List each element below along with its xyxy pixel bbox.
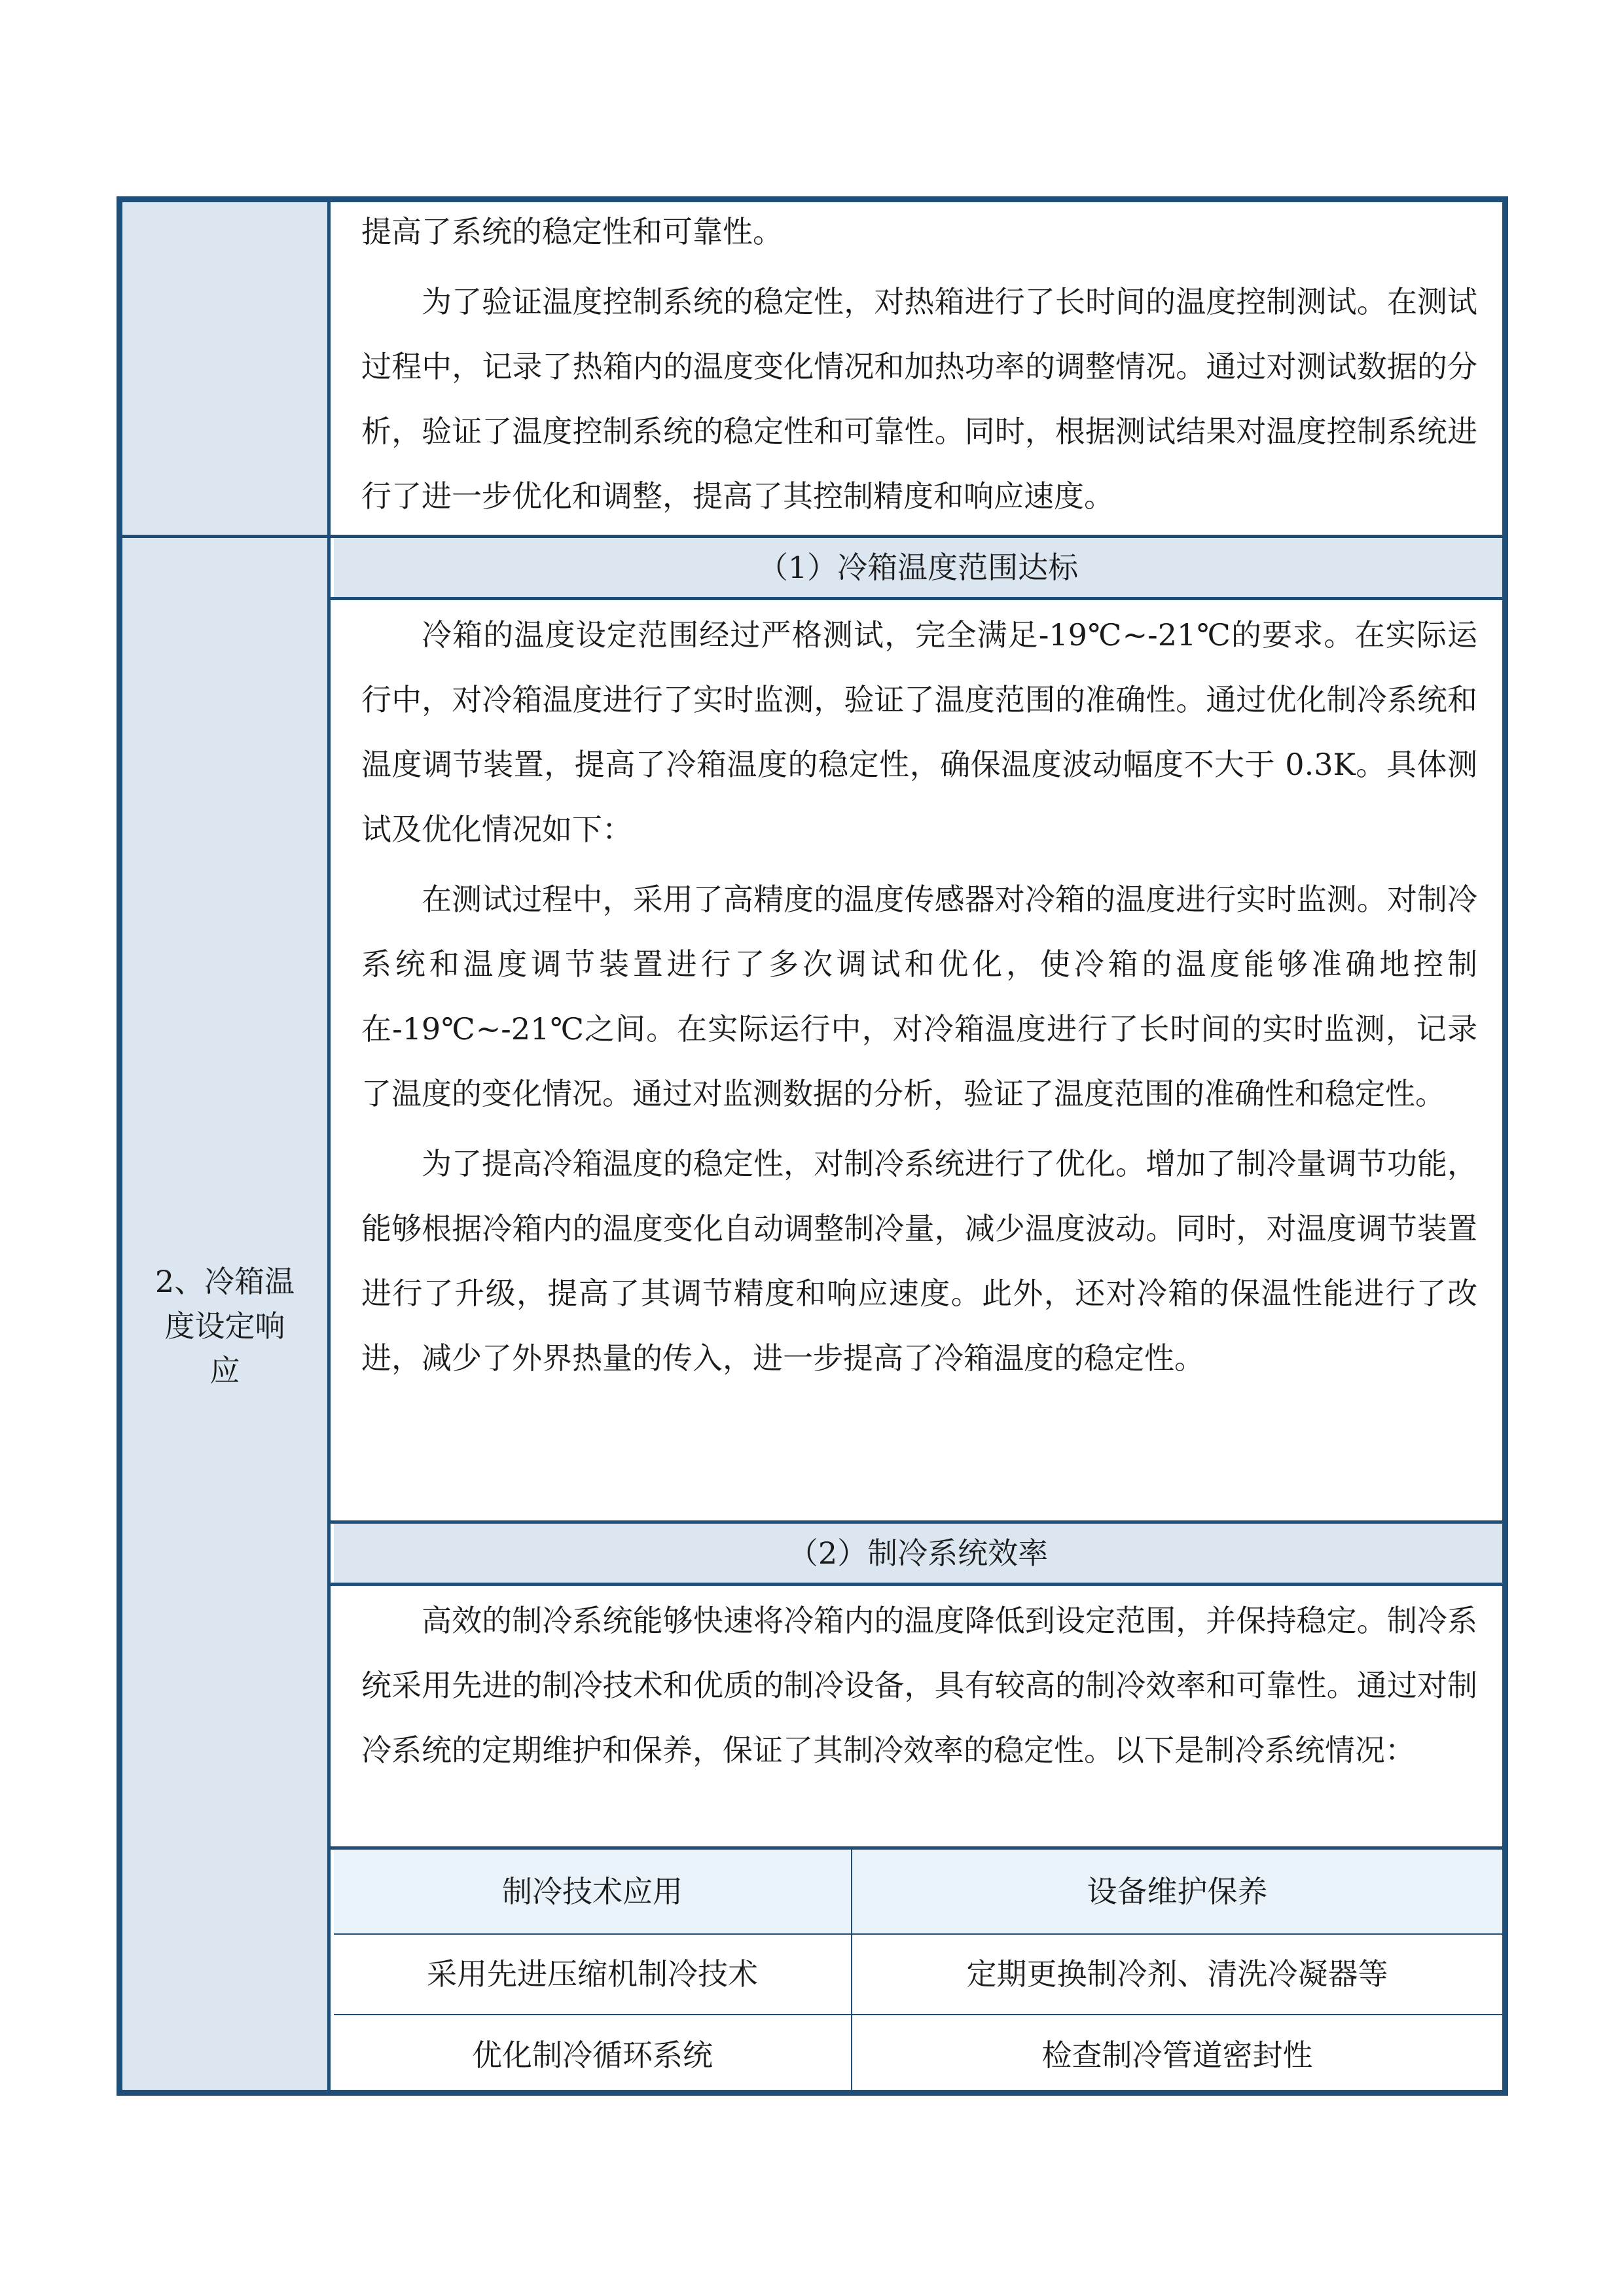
table-cell: 定期更换制冷剂、清洗冷凝器等 — [966, 1956, 1388, 1992]
report-table — [117, 196, 1508, 2096]
row-divider — [334, 1933, 1502, 1935]
row-divider — [334, 2014, 1502, 2015]
row-divider — [331, 1583, 1502, 1586]
table-cell: 优化制冷循环系统 — [472, 2037, 713, 2073]
subsection-2-content — [361, 1588, 1477, 1783]
row-label-cold-box — [122, 1259, 327, 1393]
table-header-cell: 制冷技术应用 — [502, 1874, 683, 1909]
paragraph: 冷箱的温度设定范围经过严格测试，完全满足-19℃~-21℃的要求。在实际运行中，对冷箱温度进行了实时监测，验证了温度范围的准确性。通过优化制冷系统和温度调节装置，提高了冷箱温度的稳定性，确保温度波动幅度不大于 0.3K。具体测试及优化情况如下： — [361, 617, 1477, 847]
row-label-text: 2、冷箱温度设定响应 — [154, 1264, 295, 1388]
subsection-heading — [334, 538, 1502, 597]
subsection-heading — [334, 1524, 1502, 1583]
row-divider — [331, 597, 1502, 600]
paragraph: 为了验证温度控制系统的稳定性，对热箱进行了长时间的温度控制测试。在测试过程中，记录了热箱内的温度变化情况和加热功率的调整情况。通过对测试数据的分析，验证了温度控制系统的稳定性和可靠性。同时，根据测试结果对温度控制系统进行了进一步优化和调整，提高了其控制精度和响应速度。 — [361, 284, 1477, 514]
paragraph: 提高了系统的稳定性和可靠性。 — [361, 214, 783, 249]
paragraph: 高效的制冷系统能够快速将冷箱内的温度降低到设定范围，并保持稳定。制冷系统采用先进的制冷技术和优质的制冷设备，具有较高的制冷效率和可靠性。通过对制冷系统的定期维护和保养，保证了其制冷效率的稳定性。以下是制冷系统情况： — [361, 1603, 1477, 1768]
table-cell: 采用先进压缩机制冷技术 — [427, 1956, 758, 1992]
left-label-column — [122, 202, 331, 2090]
table-header-cell: 设备维护保养 — [1087, 1874, 1268, 1909]
table-cell: 检查制冷管道密封性 — [1041, 2037, 1313, 2073]
paragraph: 在测试过程中，采用了高精度的温度传感器对冷箱的温度进行实时监测。对制冷系统和温度调节装置进行了多次调试和优化，使冷箱的温度能够准确地控制在-19℃~-21℃之间。在实际运行中，对冷箱温度进行了长时间的实时监测，记录了温度的变化情况。通过对监测数据的分析，验证了温度范围的准确性和稳定性。 — [361, 882, 1477, 1111]
subsection-heading-text: （1）冷箱温度范围达标 — [757, 550, 1079, 585]
section-1-content — [361, 200, 1477, 529]
subsection-heading-text: （2）制冷系统效率 — [787, 1535, 1049, 1571]
paragraph: 为了提高冷箱温度的稳定性，对制冷系统进行了优化。增加了制冷量调节功能，能够根据冷箱内的温度变化自动调整制冷量，减少温度波动。同时，对温度调节装置进行了升级，提高了其调节精度和响应速度。此外，还对冷箱的保温性能进行了改进，减少了外界热量的传入，进一步提高了冷箱温度的稳定性。 — [361, 1146, 1477, 1376]
subsection-1-content — [361, 603, 1477, 1391]
refrigeration-table — [334, 1850, 1502, 2096]
